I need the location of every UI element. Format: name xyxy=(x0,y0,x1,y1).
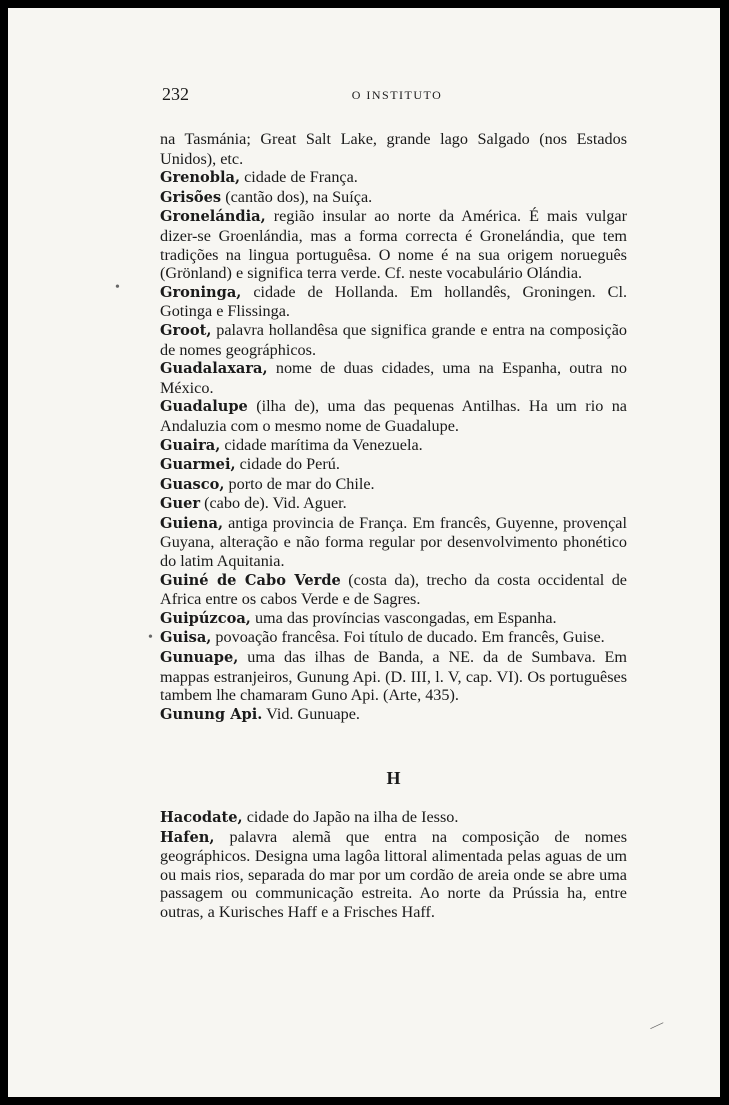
entry-headword: Gunung Api. xyxy=(160,705,263,723)
page-header xyxy=(158,84,636,108)
entry-headword: Guarmei, xyxy=(160,456,236,474)
entry-headword: Guadalupe xyxy=(160,398,248,416)
running-title: O INSTITUTO xyxy=(351,88,443,102)
entry-headword: Guasco, xyxy=(160,475,225,493)
entry xyxy=(160,397,627,435)
entry-text: nome de duas cidades, uma na Espanha, outra no México. xyxy=(160,359,627,397)
entries-g xyxy=(160,130,627,724)
entry xyxy=(160,571,627,609)
entry-headword: Guipúzcoa, xyxy=(160,609,251,627)
entry xyxy=(160,514,627,571)
entry-text: palavra alemã que entra na composição de nomes geográphicos. Designa uma lagôa littoral alimentada pelas aguas de um ou mais rios, separada do mar por um cordão de areia onde se abre uma passagem ou communicação estreita. Ao norte da Prússia ha, entre outras, a Kurisches Haff e a Frisches Haff. xyxy=(160,827,627,921)
entry-text: porto de mar do Chile. xyxy=(224,474,375,493)
entry-headword: Hacodate, xyxy=(160,809,243,826)
entry-headword: Guiena, xyxy=(160,514,224,532)
entry xyxy=(160,207,627,282)
entry-text: uma das províncias vascongadas, em Espanha. xyxy=(250,608,557,627)
entry-text: cidade de Hollanda. Em hollandês, Groningen. Cl. Gotinga e Flissinga. xyxy=(160,282,627,321)
document-page xyxy=(8,8,720,1097)
entry-headword: Guaira, xyxy=(160,436,221,454)
entry xyxy=(160,705,627,725)
entry xyxy=(160,808,627,828)
entry xyxy=(160,436,627,456)
entry xyxy=(160,455,627,475)
entry xyxy=(160,168,627,188)
entry-text: cidade do Japão na ilha de Iesso. xyxy=(242,808,459,826)
entry xyxy=(160,359,627,397)
entry-text: (cantão dos), na Suíça. xyxy=(221,187,373,206)
entry-headword: Guer xyxy=(160,495,201,513)
entry-text: Vid. Gunuape. xyxy=(262,704,360,723)
entry xyxy=(160,609,627,629)
entry-text: antiga provincia de França. Em francês, Guyenne, provençal Guyana, alteração e não forma regular por desenvolvimento phonético do latim Aquitania. xyxy=(160,513,627,571)
entry xyxy=(160,494,627,514)
entry-text: povoação francêsa. Foi título de ducado. Em francês, Guise. xyxy=(211,628,605,647)
entry xyxy=(160,628,627,648)
entry-headword: Guiné de Cabo Verde xyxy=(160,571,341,589)
margin-dot-icon: • xyxy=(115,280,120,295)
entry-headword: Groninga, xyxy=(160,283,242,301)
entry xyxy=(160,188,627,208)
entry xyxy=(160,475,627,495)
entry-text: (cabo de). Vid. Aguer. xyxy=(200,494,347,513)
entry-text: na Tasmánia; Great Salt Lake, grande lago Salgado (nos Estados Unidos), etc. xyxy=(160,130,627,168)
entry-text: cidade de França. xyxy=(240,168,358,187)
entry xyxy=(160,828,627,922)
entry-text: região insular ao norte da América. É mais vulgar dizer-se Groenlándia, mas a forma correcta é Gronelándia, que tem tradições na lingua portuguêsa. O nome é na sua origem norueguês (Grönland) e significa terra verde. Cf. neste vocabulário Olándia. xyxy=(160,207,627,283)
entry xyxy=(160,283,627,321)
pen-stroke-icon: — xyxy=(647,1015,667,1036)
entry-text: uma das ilhas de Banda, a NE. da de Sumbava. Em mappas estranjeiros, Gunung Api. (D. III, l. V, cap. VI). Os portuguêses tambem lhe chamaram Guno Api. (Arte, 435). xyxy=(160,648,627,705)
entry xyxy=(160,648,627,705)
margin-dot-icon: • xyxy=(148,630,153,645)
entry-headword: Grenobla, xyxy=(160,169,241,187)
entry-text: cidade do Perú. xyxy=(235,455,340,474)
entry-headword: Grisões xyxy=(160,188,222,206)
entry-text: palavra hollandêsa que significa grande e entra na composição de nomes geográphicos. xyxy=(160,320,627,359)
entry xyxy=(160,321,627,359)
section-letter: H xyxy=(386,768,401,788)
entry-headword: Groot, xyxy=(160,321,212,339)
entry-headword: Guadalaxara, xyxy=(160,360,268,378)
entry-headword: Hafen, xyxy=(160,828,215,846)
entry-headword: Guisa, xyxy=(160,629,212,647)
entry-text: (ilha de), uma das pequenas Antilhas. Ha um rio na Andaluzia com o mesmo nome de Guadalupe. xyxy=(160,397,627,435)
page-number: 232 xyxy=(162,84,189,104)
entry-headword: Gunuape, xyxy=(160,649,239,667)
entries-h xyxy=(160,808,627,922)
entry-text: cidade marítima da Venezuela. xyxy=(220,435,423,454)
entry-text: (costa da), trecho da costa occidental de Africa entre os cabos Verde e de Sagres. xyxy=(160,570,627,609)
entry-headword: Gronelándia, xyxy=(160,208,266,226)
entry xyxy=(160,130,627,168)
